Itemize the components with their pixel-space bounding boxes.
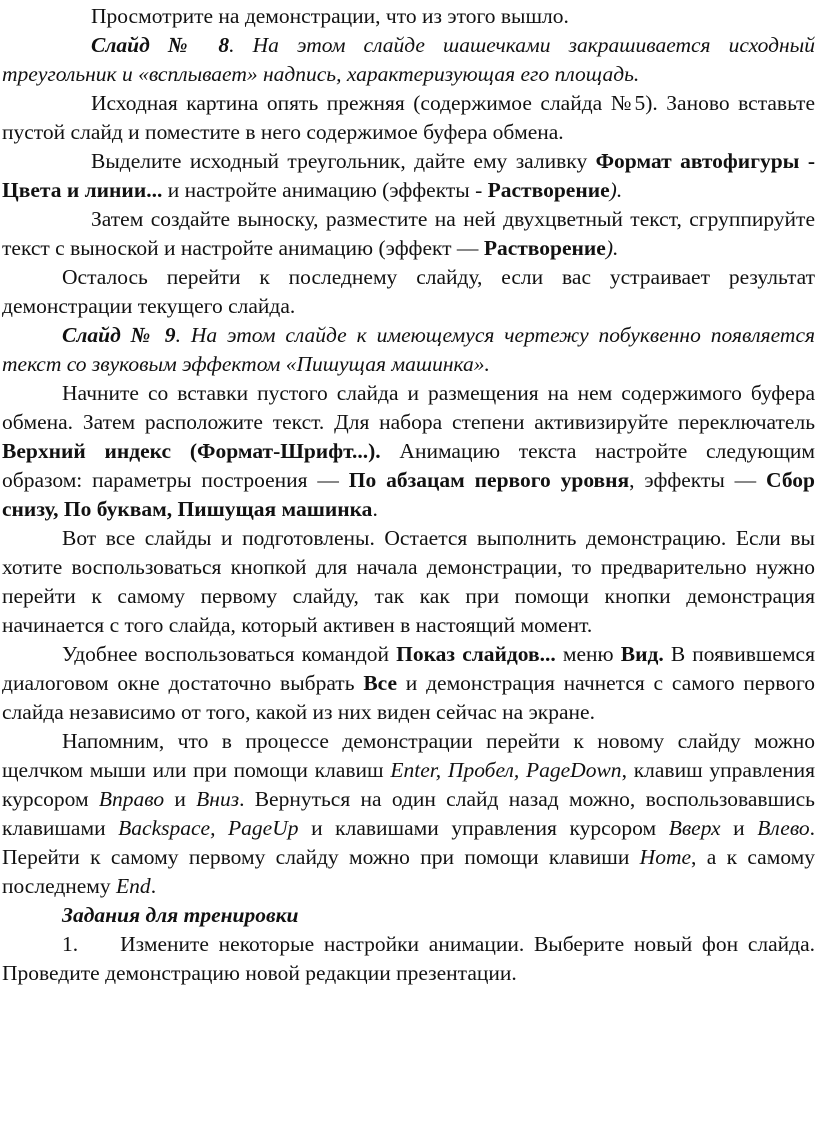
slide-9-text: . На этом слайде к имеющемуся чертежу побуквенно появляется текст со звуковым эффектом «Пишущая машинка». [2, 323, 815, 376]
list-number: 1. [62, 932, 79, 956]
text-run: Анимацию текста настройте следующим образом: параметры построения — [2, 439, 815, 492]
section-heading: Задания для тренировки [62, 903, 299, 927]
text-run: Удобнее воспользоваться командой [62, 642, 397, 666]
text-run: . [150, 874, 157, 898]
text-run: Напомним, что в процессе демонстрации перейти к новому слайду можно щелчком мыши или при помощи клавиш [2, 729, 815, 782]
paragraph-1 [2, 2, 815, 31]
slide-8-label: Слайд № 8 [91, 33, 230, 57]
key-name: Вверх [668, 816, 721, 840]
paragraph-text: Просмотрите на демонстрации, что из этого вышло. [91, 4, 569, 28]
paragraph-text: Вот все слайды и подготовлены. Остается выполнить демонстрацию. Если вы хотите воспользоваться кнопкой для начала демонстрации, то предварительно нужно перейти к самому первому слайду, так как при помощи кнопки демонстрация начинается с того слайда, который активен в настоящий момент. [2, 526, 815, 637]
text-run: и [164, 787, 197, 811]
paragraph-6 [2, 263, 815, 321]
key-name: End [116, 874, 151, 898]
key-name: Влево [757, 816, 810, 840]
text-run: . Перейти к самому первому слайду можно при помощи клавиши [2, 816, 816, 869]
text-run: , эффекты — [629, 468, 767, 492]
text-run: Выделите исходный треугольник, дайте ему заливку [91, 149, 596, 173]
text-run: и настройте анимацию (эффекты - [162, 178, 488, 202]
bold-command: Показ слайдов... [396, 642, 556, 666]
text-run: , а к самому последнему [2, 845, 816, 898]
key-name: Вниз [196, 787, 240, 811]
paragraph-4 [2, 147, 815, 205]
paragraph-3 [2, 89, 815, 147]
text-run: меню [555, 642, 621, 666]
paragraph-8 [2, 379, 815, 524]
key-names: Enter, Пробел, PageDown [390, 758, 622, 782]
paragraph-slide-9 [2, 321, 815, 379]
paragraph-slide-8 [2, 31, 815, 89]
paragraph-5 [2, 205, 815, 263]
list-item [2, 930, 815, 988]
text-run: и [720, 816, 758, 840]
slide-9-label: Слайд № 9 [62, 323, 176, 347]
bold-command: Верхний индекс (Формат-Шрифт...). [2, 439, 381, 463]
bold-effect: Растворение [487, 178, 610, 202]
text-run: Начните со вставки пустого слайда и размещения на нем содержимого буфера обмена. Затем расположите текст. Для набора степени активизируйте переключатель [2, 381, 815, 434]
text-run: , клавиш управления курсором [2, 758, 816, 811]
bold-option: Все [363, 671, 398, 695]
text-run: и клавишами управления курсором [298, 816, 669, 840]
text-run: ). [609, 178, 623, 202]
paragraph-text: Осталось перейти к последнему слайду, если вас устраивает результат демонстрации текущего слайда. [2, 265, 815, 318]
bold-effect: Растворение [483, 236, 606, 260]
key-name: Home [639, 845, 692, 869]
bold-menu: Вид. [620, 642, 664, 666]
text-run: Затем создайте выноску, разместите на ней двухцветный текст, сгруппируйте текст с выноской и настройте анимацию (эффект — [2, 207, 815, 260]
key-names: Backspace, PageUp [118, 816, 299, 840]
text-run: В появившемся диалоговом окне достаточно выбрать [2, 642, 815, 695]
paragraph-11 [2, 727, 815, 901]
bold-command: Формат автофигуры - Цвета и линии... [2, 149, 815, 202]
paragraph-10 [2, 640, 815, 727]
paragraph-text: Исходная картина опять прежняя (содержимое слайда №5). Заново вставьте пустой слайд и поместите в него содержимое буфера обмена. [2, 91, 815, 144]
paragraph-9 [2, 524, 815, 640]
key-name: Вправо [98, 787, 165, 811]
text-run: . [372, 497, 378, 521]
slide-8-text: . На этом слайде шашечками закрашивается исходный треугольник и «всплывает» надпись, характеризующая его площадь. [2, 33, 815, 86]
text-run: ). [605, 236, 619, 260]
text-run: и демонстрация начнется с самого первого слайда независимо от того, какой из них виден сейчас на экране. [2, 671, 815, 724]
list-item-text: Измените некоторые настройки анимации. Выберите новый фон слайда. Проведите демонстрацию новой редакции презентации. [2, 932, 815, 985]
bold-effect: Сбор снизу, По буквам, Пишущая машинка [2, 468, 816, 521]
text-run: . Вернуться на один слайд назад можно, воспользовавшись клавишами [2, 787, 815, 840]
bold-parameter: По абзацам первого уровня [348, 468, 630, 492]
